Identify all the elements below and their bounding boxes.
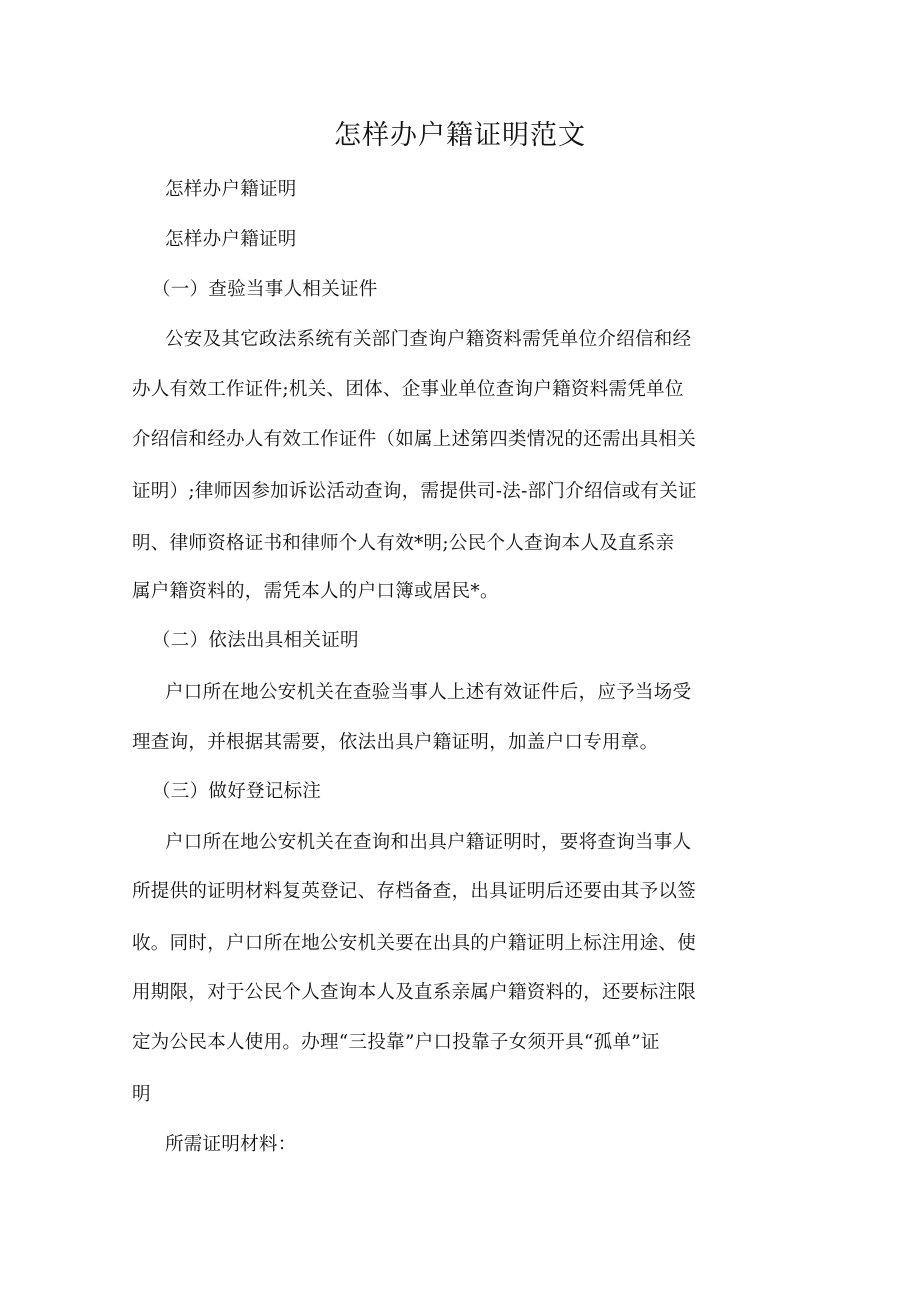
document-title: 怎样办户籍证明范文 <box>334 120 586 151</box>
paragraph-line: 明 <box>132 1084 151 1105</box>
paragraph-line: 办人有效工作证件;机关、团体、企事业单位查询户籍资料需凭单位 <box>132 379 684 400</box>
subtitle-line: 怎样办户籍证明 <box>165 179 297 200</box>
paragraph-line: 理查询，并根据其需要，依法出具户籍证明，加盖户口专用章。 <box>132 732 659 753</box>
paragraph-line: 收。同时，户口所在地公安机关要在出具的户籍证明上标注用途、使 <box>132 933 697 954</box>
paragraph-line: 属户籍资料的，需凭本人的户口簿或居民*。 <box>132 581 499 602</box>
paragraph-line: 公安及其它政法系统有关部门查询户籍资料需凭单位介绍信和经 <box>165 329 692 350</box>
paragraph-line: 定为公民本人使用。办理“三投靠”户口投靠子女须开具“孤单”证 <box>132 1032 660 1053</box>
section-heading-2: （二）依法出具相关证明 <box>152 630 359 651</box>
paragraph-line: 介绍信和经办人有效工作证件（如属上述第四类情况的还需出具相关 <box>132 429 697 450</box>
section-heading-3: （三）做好登记标注 <box>152 781 322 802</box>
paragraph-line: 所提供的证明材料复英登记、存档备查，出具证明后还要由其予以签 <box>132 881 697 902</box>
paragraph-line: 所需证明材料： <box>165 1134 297 1155</box>
paragraph-line: 用期限，对于公民个人查询本人及直系亲属户籍资料的，还要标注限 <box>132 982 697 1003</box>
paragraph-line: 户口所在地公安机关在查询和出具户籍证明时，要将查询当事人 <box>165 832 692 853</box>
paragraph-line: 证明）;律师因参加诉讼活动查询，需提供司-法-部门介绍信或有关证 <box>132 481 697 502</box>
paragraph-line: 明、律师资格证书和律师个人有效*明;公民个人查询本人及直系亲 <box>132 533 675 554</box>
subtitle-line: 怎样办户籍证明 <box>165 229 297 250</box>
paragraph-line: 户口所在地公安机关在查验当事人上述有效证件后，应予当场受 <box>165 682 692 703</box>
section-heading-1: （一）查验当事人相关证件 <box>152 279 378 300</box>
